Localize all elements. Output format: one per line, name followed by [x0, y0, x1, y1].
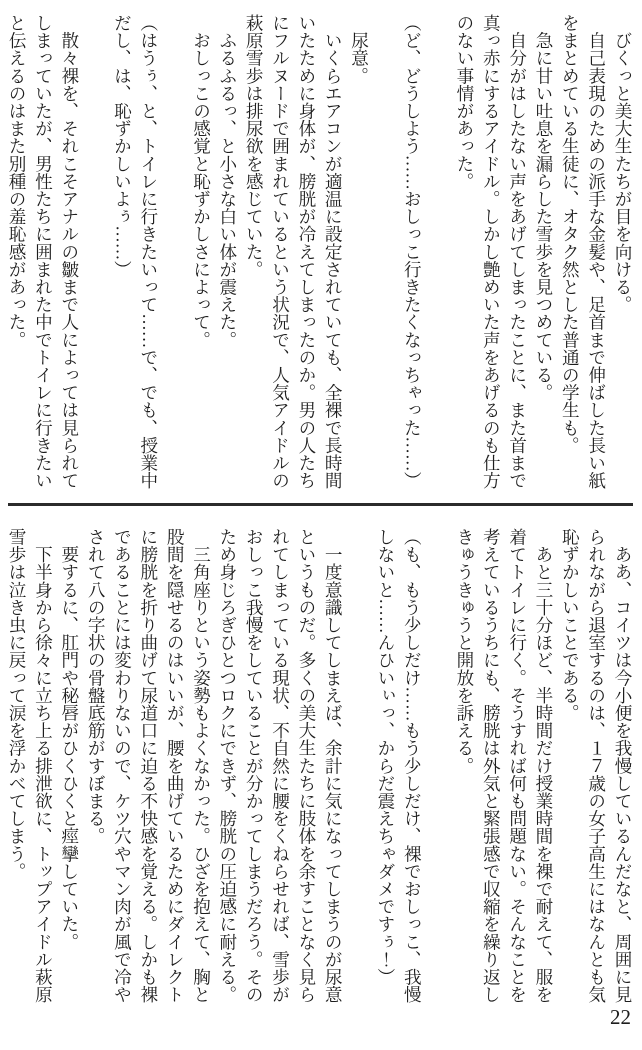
top-text-block [4, 14, 636, 494]
text-column: 散々裸を、それこそアナルの皺まで人によっては見られて [59, 14, 80, 490]
text-column: れてしまっている現状、不自然に腰をくねらせれば、雪歩が [270, 528, 291, 1004]
text-column: （はうぅ、と、トイレに行きたいって……で、でも、授業中 [138, 14, 159, 490]
text-column: 真っ赤にするアイドル。しかし艶めいた声をあげるのも仕方 [481, 14, 502, 490]
text-column: ため身じろぎひとつロクにできず、膀胱の圧迫感に耐える。 [217, 528, 238, 1004]
text-column [425, 528, 451, 1008]
text-column: びくっと美大生たちが目を向ける。 [613, 14, 633, 314]
text-column: であることには変わりないので、ケツ穴やマン肉が風で冷や [112, 528, 133, 1004]
text-column: 雪歩は泣き虫に戻って涙を浮かべてしまう。 [7, 528, 28, 880]
text-column: ああ、コイツは今小便を我慢しているんだなと、周囲に見 [613, 528, 633, 1004]
text-column: 考えているうちにも、膀胱は外気と緊張感で収縮を繰り返し [481, 528, 502, 1004]
text-column: 股間を隠せるのはいいが、腰を曲げているためにダイレクト [165, 528, 186, 1004]
text-column: しないと……んひいぃっ、からだ震えちゃダメですぅ！） [375, 528, 396, 986]
text-column: 自己表現のための派手な金髪や、足首まで伸ばした長い紙 [586, 14, 607, 490]
page-number: 22 [610, 1005, 631, 1029]
text-column [425, 14, 451, 494]
text-column: 要するに、肛門や秘唇がひくひくと痙攣していた。 [59, 528, 80, 951]
text-column: にフルヌードで囲まれているという状況で、人気アイドルの [270, 14, 291, 490]
text-column: 自分がはしたない声をあげてしまったことに、また首まで [507, 14, 528, 490]
text-column: 一度意識してしまえば、余計に気になってしまうのが尿意 [323, 528, 344, 1004]
text-column: と伝えるのはまた別種の羞恥感があった。 [7, 14, 28, 349]
bottom-text-block [4, 528, 636, 1008]
text-column: ふるふるっ、と小さな白い体が震えた。 [217, 14, 238, 349]
text-column: というものだ。多くの美大生たちに肢体を余すことなく見ら [296, 528, 317, 1004]
text-column: おしっこの感覚と恥ずかしさによって。 [191, 14, 212, 349]
text-column: いたために身体が、膀胱が冷えてしまったのか。男の人たち [296, 14, 317, 490]
text-column: 着てトイレに行く。そうすれば何も問題ない。そんなことを [507, 528, 528, 1004]
text-column: されて八の字状の骨盤底筋がすぼまる。 [86, 528, 107, 845]
text-column: に膀胱を折り曲げて尿道口に迫る不快感を覚える。しかも裸 [138, 528, 159, 1004]
text-column [346, 528, 372, 1008]
text-column: いくらエアコンが適温に設定されていても、全裸で長時間 [323, 14, 344, 490]
text-column: 恥ずかしいことである。 [560, 528, 581, 722]
text-column: あと三十分ほど、半時間だけ授業時間を裸で耐えて、服を [533, 528, 554, 1004]
text-column: のない事情があった。 [454, 14, 475, 190]
text-column: （ど、どうしよう……おしっこ行きたくなっちゃった……） [402, 14, 423, 490]
text-column: られながら退室するのは、１７歳の女子高生にはなんとも気 [586, 528, 607, 1004]
text-column [373, 14, 399, 494]
text-column: 萩原雪歩は排尿欲を感じていた。 [244, 14, 265, 278]
text-column: だし、は、恥ずかしいよぅ……） [112, 14, 133, 278]
text-column: きゅうきゅうと開放を訴える。 [454, 528, 475, 775]
text-column [83, 14, 109, 494]
section-divider [8, 503, 633, 506]
text-column: をまとめている生徒に、オタク然とした普通の学生も。 [560, 14, 581, 454]
text-column: 三角座りという姿勢もよくなかった。ひざを抱えて、胸と [191, 528, 212, 1004]
text-column: （も、もう少しだけ……もう少しだけ、裸でおしっこ、我慢 [402, 528, 423, 1004]
text-column [162, 14, 188, 494]
text-column: 急に甘い吐息を漏らした雪歩を見つめている。 [533, 14, 554, 402]
text-column: しまっていたが、男性たちに囲まれた中でトイレに行きたい [33, 14, 54, 490]
text-column: 尿意。 [349, 14, 370, 85]
text-column: おしっこ我慢をしていることが分かってしまうだろう。その [244, 528, 265, 1004]
text-column: 下半身から徐々に立ち上る排泄欲に、トップアイドル萩原 [33, 528, 54, 1004]
